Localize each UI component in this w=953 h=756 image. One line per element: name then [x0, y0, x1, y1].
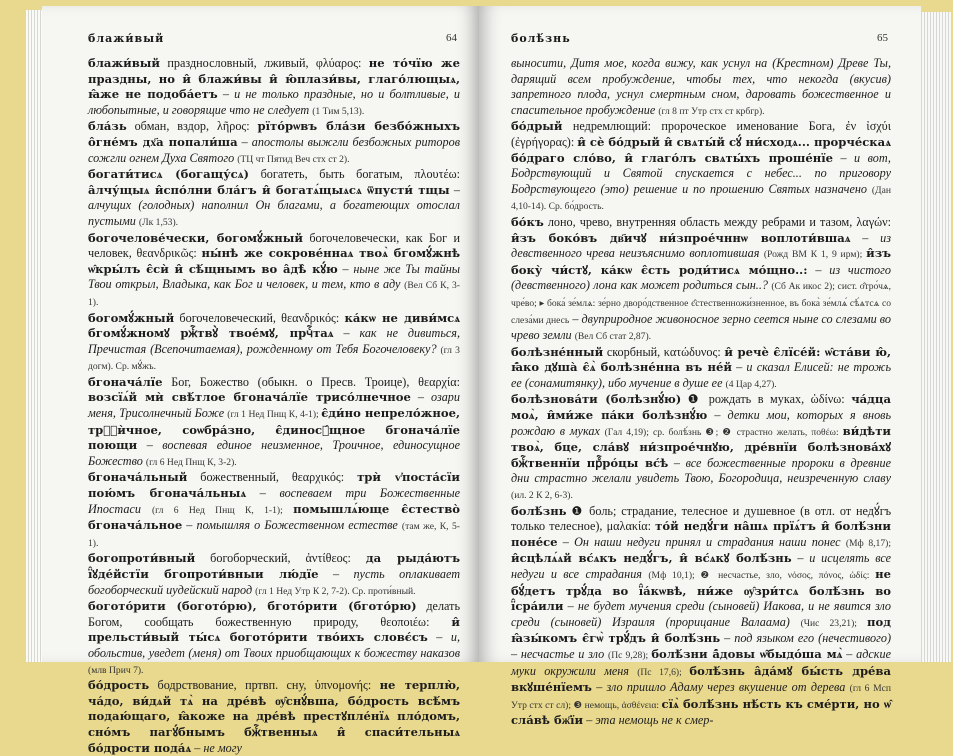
definition: скорбный, κατώδυνος:: [603, 344, 725, 359]
dictionary-column: [511, 56, 891, 729]
page-number: 65: [877, 32, 888, 44]
headword: болѣзне́нный: [511, 344, 604, 359]
headword: бо́къ: [511, 214, 544, 229]
reference: (гл 8 пт Утр стх ст крбгр).: [658, 105, 765, 117]
left-page: [42, 6, 479, 755]
church-slavonic-quote: сїѧ̀ болѣ́знь нѣ́сть къ сме́рти, но ѡ̂ сла́вѣ бж҃їи: [511, 696, 891, 728]
translation: – зло пришло Адаму через вкушение от дерева: [591, 680, 850, 695]
definition: Бог, Божество (обыкн. о Пресв. Троице), θεαρχία:: [162, 374, 460, 389]
church-slavonic-quote: и̂сцѣлѧ́ѧй вс́ѧкъ недꙋ́гъ, и̂ вс́ѧкꙋ болѣ́знь: [511, 551, 792, 566]
dictionary-entry: [88, 678, 460, 756]
reference: (гл 1 Нед Утр К 2, 7-2). Ср. проти́вный.: [255, 585, 416, 597]
headword: богопроти́вный: [88, 551, 196, 566]
translation: – детки мои, которых я вновь рождаю в муках: [511, 408, 891, 438]
dictionary-entry: [88, 599, 460, 678]
headword: болѣзнова́ти (болѣзнꙋ́ю): [511, 392, 682, 407]
definition: богоборческий, ἀντίθεος:: [195, 551, 366, 566]
translation: – из девственного чрева неизъяснимо воплотившая: [511, 230, 891, 261]
dictionary-entry: [511, 215, 891, 345]
translation: – из чистого (девственного) лона как может родиться сын..?: [511, 262, 891, 293]
church-slavonic-quote: и̂ сѐ бо́дрый и̂ свѧты́й сꙋ́ ни́сходѧ... прорче́скаѧ бо́драго сло́во, и̂ глаго́лъ свѧты́хъ проше́нїе: [511, 134, 891, 165]
translation: выносити, Дитя мое, когда вижу, как уснул на (Крестном) Древе Ты, дарящий всем пробуждение, чтобы тех, что некогда (вкусив) запретного плода, уснул смертным сном, даровать божественное и спасительное пробуждение: [511, 56, 891, 117]
dictionary-entry: [88, 551, 460, 599]
dictionary-entry: [88, 231, 460, 311]
translation: – озари меня, Трисолнечный Боже: [88, 390, 460, 421]
headword: бгонача́лїе: [88, 374, 163, 389]
church-slavonic-quote: не бꙋ́детъ трꙋ́да во ї̂а́кѡвѣ, ни́же ѹ̂зри́тсѧ болѣ́знь во ї̂сра́или: [511, 567, 891, 614]
definition: богочеловечески, как Бог и человек, θεανδρικῶς:: [88, 230, 460, 261]
definition: лоно, чрево, внутренняя область между ребрами и тазом, λαγών:: [543, 214, 891, 229]
headword: бо́дрость: [88, 678, 150, 693]
reference: (Вел Сб К, 3-1).: [88, 280, 460, 308]
definition: недремлющий: пророческое именование Бога, ἐν ἰσχύι (ἐγρήγορας):: [511, 119, 891, 149]
translation: – и исцелять все недуги и все страдания: [511, 551, 891, 581]
church-slavonic-quote: болѣ́знь а̂да́мꙋ бы́сть дре́ва вкꙋше́нїемъ: [511, 663, 891, 695]
church-slavonic-quote: не то́чїю же праздны, но и̂ блажи́вы и̂ ю̂плази́вы, глаго́лющыѧ, ꙗ̂же не подоба́етъ: [88, 56, 460, 102]
dictionary-entry: [511, 119, 891, 215]
church-slavonic-quote: и̂ речѐ є̂лїсе́й: ѡ̂ста́ви ю̂, ꙗ̂́ко дꙋша̀ є̂ѧ̀ болѣзне́нна въ не́й: [511, 344, 891, 375]
reference: (гл 1 Нед Пнщ К, 4-1);: [227, 409, 322, 421]
definition: делать Богом, сообщать божественную природу, θεοποιέω:: [88, 599, 460, 629]
reference: (ТЦ чт Пятид Веч стх ст 2).: [237, 153, 350, 165]
right-page: [479, 6, 921, 728]
translation: – адские муки окружили меня: [511, 646, 891, 678]
translation: – не могу: [191, 740, 242, 755]
reference: (Мф 8,17);: [845, 537, 891, 549]
translation: – ныне же Ты тайны Твои открыл, Владыка, как Бог и человек, и тем, кто в аду: [88, 261, 460, 292]
headword: бла́зь: [88, 119, 127, 134]
open-book: [8, 6, 951, 755]
translation: – как не дивиться, Пречистая (Всепочитаемая), рожденному от Тебя Богочеловеку?: [88, 326, 460, 356]
definition: обман, вздор, λῆρος:: [126, 119, 258, 134]
reference: (Чис 23,21);: [800, 617, 868, 629]
dictionary-entry: [511, 345, 891, 393]
translation: – эта немощь не к смер-: [583, 713, 714, 728]
definition: празднословный, лживый, φλύαρος:: [160, 56, 369, 70]
reference: (Рожд ВМ К 1, 9 ирм);: [763, 249, 867, 261]
page-block-right: [921, 12, 951, 662]
translation: – апостолы выжгли безбожных риторов сожгли огнем Духа Святого: [88, 134, 460, 165]
church-slavonic-quote: ны́нѣ же сокрове́ннаѧ твоѧ̀ бгомꙋ́жнѣ ѡ̂кры́лъ є̂сѝ и̂ сѣ́щнымъ во а̂дѣ̀ кꙋ́ю: [88, 246, 461, 276]
translation: – воспевая единое неизменное, Троичное, единосущное Божество: [88, 438, 460, 468]
dictionary-entry: [511, 504, 891, 729]
dictionary-column: [88, 56, 460, 756]
church-slavonic-quote: и̂ прельсти́вый ты́сѧ богото́рити тво́ихъ словє́съ: [88, 614, 460, 645]
reference: (Пс 17,6);: [637, 666, 690, 678]
definition: богатеть, быть богатым, πλουτέω:: [248, 167, 460, 182]
dictionary-entry: [88, 470, 460, 551]
reference: (ил. 2 К 2, 6-3).: [511, 490, 573, 502]
definition: ❶ боль; страдание, телесное и душевное (в отл. от недꙋ́гъ только телесное), μαλακία:: [511, 503, 891, 534]
translation: – и, обольстив, уведет (меня) от Твоих приобщающих к божеству наказов: [88, 630, 461, 660]
church-slavonic-quote: под ꙗ̂зы́комъ є̂гѡ̀ трꙋ́дъ и̂ болѣ́знь: [511, 614, 891, 646]
reference: (1 Тим 5,13).: [312, 105, 365, 117]
definition: бодрствование, пртвп. сну, ὑπνομονής:: [149, 678, 380, 693]
definition: божественный, θεαρχικός:: [187, 470, 358, 485]
headword: болѣ́знь: [511, 503, 567, 518]
headword: богати́тисѧ (богащу́сѧ): [88, 167, 249, 182]
church-slavonic-quote: то́й недꙋ́ги на̂шѧ прїѧ́тъ и̂ болѣ́зни поне́се: [511, 519, 891, 549]
reference: (гл 6 Нед Пнщ К, 3-2).: [145, 456, 237, 468]
reference: (гл 6 Мсп Утр стх ст сл); ❸ немощь, ἀσθένεια:: [511, 683, 891, 711]
reference: (Дан 4,10-14). Ср. бо́дрость.: [511, 184, 891, 213]
running-head: блажи́вый: [88, 32, 165, 45]
running-head: болѣ́знь: [511, 32, 571, 45]
page-number: 64: [446, 32, 457, 44]
dictionary-entry: [88, 119, 460, 167]
translation: – и вот, Бодрствующий и Святой спускается с небес... по приговору Бодрствующего (это) решение и по прошению Святых назначено: [511, 150, 891, 196]
reference: (Пс 9,28);: [608, 649, 652, 661]
headword: богочелове́чески, богомꙋ́жный: [88, 230, 303, 245]
translation: – и сказал Елисей: не трожь ее (сонамитянку), ибо мучение в душе ее: [511, 360, 891, 390]
dictionary-entry: [511, 392, 891, 503]
church-slavonic-quote: рїто́рѡвъ бла́зи безбо́жныхъ о̂гне́мъ дх҃а попали́ша: [88, 119, 460, 149]
headword: богото́рити (богото́рю), бгото́рити (бгото́рю): [88, 599, 417, 614]
church-slavonic-quote: и̂зъ боку̀ чи́стꙋ, ка́кѡ є̂сть роди́тисѧ мо́щно..:: [511, 246, 891, 277]
translation: – двуприродное живоносное зерно сеется ныне со слезами во чрево земли: [511, 311, 891, 343]
dictionary-entry: [511, 56, 891, 119]
church-slavonic-quote: ка́кѡ не диви́мсѧ бгомꙋ́жномꙋ ржⷭ҇твꙋ̀ твое́мꙋ, прчⷭ҇таѧ: [88, 310, 460, 341]
church-slavonic-quote: возсїѧ́й мѝ свѣ́тлое бгонача́лїе трисо́лнечное: [88, 390, 411, 405]
church-slavonic-quote: и̂зъ боко́въ дв҃ичꙋ ни́зпрое́чннѡ воплоти́вшаѧ: [511, 230, 851, 245]
dictionary-entry: [88, 167, 460, 230]
translation: – Он наши недуги принял и страдания наши понес: [557, 534, 846, 549]
church-slavonic-quote: болѣ́зни а̂́довы ѡ̂быдо́ша мѧ̀: [651, 646, 843, 661]
translation: – алчущих (голодных) наполнил Он благами, а богатеющих отослал пустыми: [88, 182, 461, 228]
translation: – помышляя о Божественном естестве: [182, 518, 402, 533]
church-slavonic-quote: трѝ ѵ҆поста́сїи пою́мъ бгонача́льныѧ: [88, 470, 460, 501]
translation: – пусть оплакивает богоборческий иудейский народ: [88, 567, 460, 597]
dictionary-entry: [88, 311, 460, 375]
definition: ❶ рождать в муках, ὠδίνω:: [681, 392, 852, 407]
church-slavonic-quote: да рыда́ютъ ї̂ꙋде́йстїи бгопроти́вныи лю́дїе: [88, 551, 460, 581]
definition: богочеловеческий, θεανδρικός:: [174, 310, 345, 325]
church-slavonic-quote: а̂лчу́щыѧ и̂спо́лни бла́гъ и̂ богатѧ́щыѧсѧ ѿпусти́ тщы: [88, 182, 450, 197]
church-slavonic-quote: не терплю̀, ча́до, ви́дѧй тѧ̀ на дре́вѣ ѹ̂снꙋ́вша, бо́дрость всѣ́мъ подаю́щаго, ꙗ̂коже на дре́вѣ престꙋпле́нїѧ пло́домъ, сно́мъ пагꙋ́бнымъ бжⷭ҇твенныѧ и̂ спаси́тельныѧ бо́дрости пода́ѧ: [88, 678, 461, 755]
dictionary-entry: [88, 56, 460, 119]
headword: блажи́вый: [88, 56, 161, 70]
reference: (млв Прич 7).: [88, 664, 144, 676]
translation: – под языком его (нечестивого) – несчастье и зло: [511, 631, 892, 661]
translation: – и не только праздные, но и болтливые, и любопытные, и говорящие что не следует: [88, 87, 461, 117]
dictionary-entry: [88, 375, 460, 471]
reference: (гл 6 Нед Пнщ К, 1-1);: [151, 504, 294, 516]
reference: (Гал 4,19); ср. болѣ́знь ❸; ❷ страстно желать, ποθέω:: [604, 426, 843, 438]
headword: бо́дрый: [511, 119, 563, 134]
reference: (Лк 1,53).: [138, 216, 179, 228]
church-slavonic-quote: помышлѧ́юще є̂стество̀ бгонача́льное: [88, 501, 460, 533]
reference: (Мф 10,1); ❷ несчастье, зло, νόσος, πόνος, ὠδίς:: [648, 570, 876, 581]
church-slavonic-quote: є̂ди́но непрело́жное, трⷭ҇ѝчное, соѡбра́зно, є̂диносꙋ́щное бгонача́лїе поющи: [88, 406, 460, 453]
reference: (Вел Сб стат 2,87).: [574, 331, 652, 343]
church-slavonic-quote: ча́дца моѧ̀, и̂ми́же па́ки болѣзнꙋ́ю: [511, 392, 891, 423]
translation: – все божественные пророки в древние дни страстно желали увидеть Твою, Богородица, неизреченную славу: [511, 455, 891, 486]
translation: – не будет мучения среди (сыновей) Иакова, и не явится зло среди (сыновей) Израиля (прорицание Валаама): [511, 599, 891, 629]
headword: бгонача́льный: [88, 470, 188, 485]
reference: (Сб Ак икос 2); сист. о̂тро́чѧ, чре́во; ▸ бока́ зе́млѧ: зе́рно дворо́дственное є̂стественножи́зненное, въ бока̀ зе́млѧ́ сѣ́ѧтсѧ со слеза́ми днесь: [511, 281, 891, 326]
translation: – воспеваем три Божественные Ипостаси: [88, 486, 460, 516]
reference: (там же, К, 5-1).: [88, 521, 460, 549]
reference: (4 Цар 4,27).: [725, 378, 777, 390]
headword: богомꙋ́жный: [88, 310, 175, 325]
church-slavonic-quote: ви́дѣти твоѧ̀, бце, сла́вꙋ ни́зпрое́чнꙋю, дре́внїи болѣзнова́хꙋ бжⷭ҇твеннїи прⷪ҇ро́цы вс́ѣ: [511, 423, 891, 470]
reference: (гл 3 догм). Ср. мꙋ́жъ.: [88, 344, 460, 373]
